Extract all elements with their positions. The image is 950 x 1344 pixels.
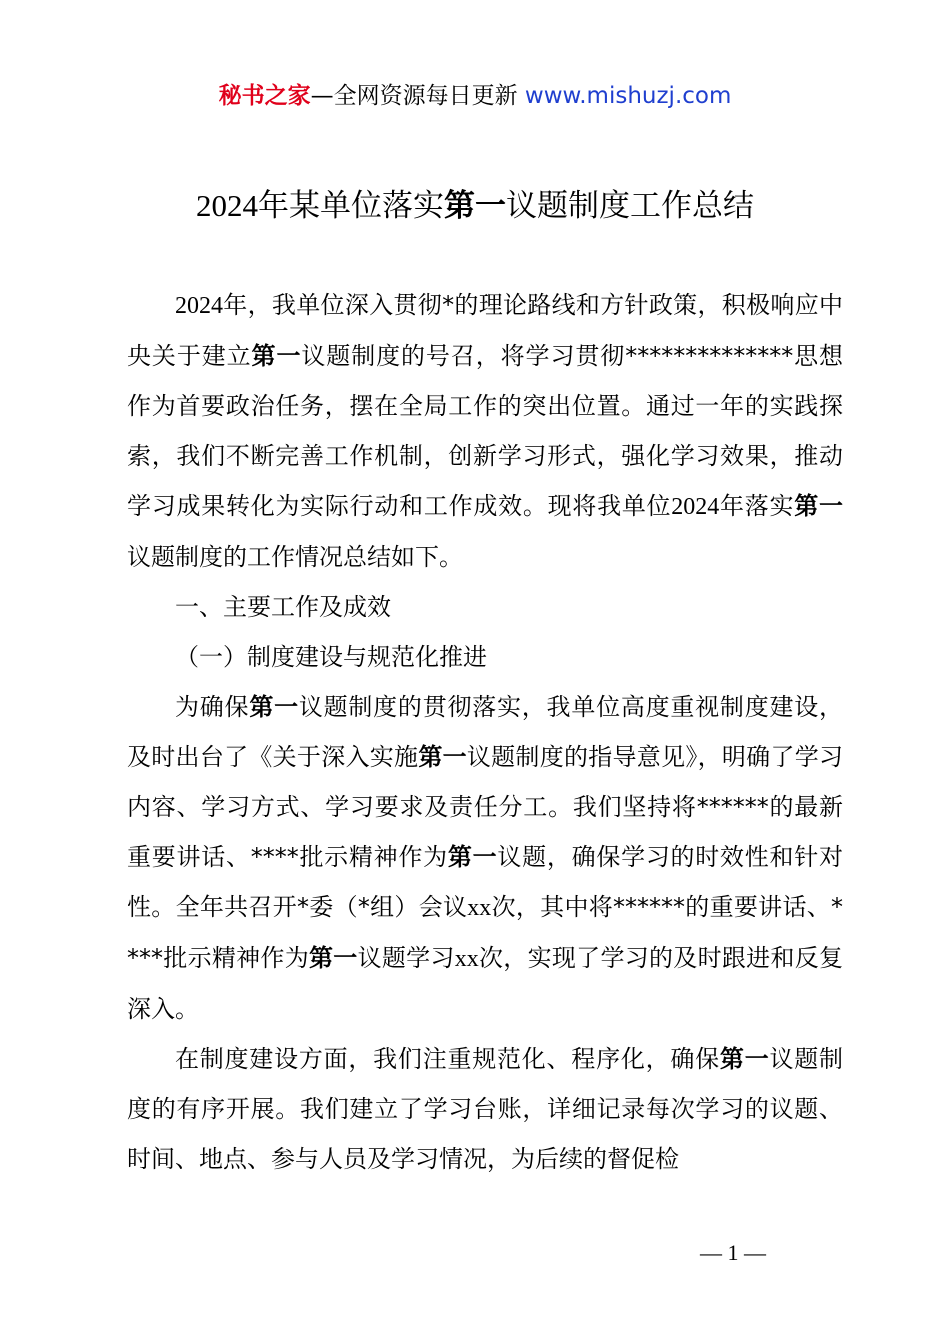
document-body (127, 280, 843, 1184)
title-part-b: 议题制度工作总结 (506, 188, 754, 224)
title-keyword: 第一 (444, 188, 506, 224)
p2-keyword-3: 第一 (447, 843, 498, 871)
paragraph-system-building (127, 682, 843, 1034)
p3-keyword-1: 第一 (719, 1045, 770, 1073)
document-title (0, 184, 950, 228)
title-part-a: 年某单位落实 (258, 188, 444, 224)
intro-keyword-2: 第一 (794, 492, 844, 520)
intro-text-c: 年落实 (719, 492, 795, 520)
p2-keyword-4: 第一 (309, 944, 358, 972)
intro-year: 2024 (175, 293, 223, 319)
site-brand: 秘书之家 (218, 83, 311, 109)
intro-text-a: 年，我单位深入贯彻*的理论路线和方针政策，积极响应中央关于建立 (127, 291, 843, 370)
paragraph-standardization (127, 1034, 843, 1184)
site-header (0, 80, 950, 112)
page-number: — 1 — (700, 1240, 766, 1265)
p2-count-2: xx (454, 946, 479, 972)
section-heading-1: 一、主要工作及成效 (175, 593, 391, 621)
p2-text-a: 为确保 (175, 693, 250, 721)
site-url-link[interactable]: www.mishuzj.com (524, 83, 732, 109)
p2-keyword-1: 第一 (249, 693, 299, 721)
p2-text-f: 议题学习 (357, 944, 455, 972)
title-year: 2024 (196, 188, 258, 223)
p2-text-g: 次，实现了学习的及时跟进和反复深入。 (127, 944, 844, 1023)
site-tagline: —全网资源每日更新 (310, 83, 525, 109)
p2-text-b: 议题制度的贯彻落实，我单位高度重视制度建设，及时出台了《关于深入实施 (127, 693, 844, 771)
p3-text-a: 在制度建设方面，我们注重规范化、程序化，确保 (175, 1045, 720, 1073)
intro-keyword-1: 第一 (251, 342, 302, 370)
p3-text-b: 议题制度的有序开展。我们建立了学习台账，详细记录每次学习的议题、时间、地点、参与人员及学习情况，为后续的督促检 (127, 1045, 844, 1173)
p2-text-e: 次，其中将******的重要讲话、****批示精神作为 (127, 893, 844, 972)
p2-count-1: xx (467, 895, 492, 921)
intro-text-d: 议题制度的工作情况总结如下。 (127, 543, 463, 571)
subsection-heading-1: （一）制度建设与规范化推进 (175, 643, 487, 671)
p2-text-c: 议题制度的指导意见》，明确了学习内容、学习方式、学习要求及责任分工。我们坚持将******的最新重要讲话、****批示精神作为 (127, 743, 844, 871)
paragraph-intro (127, 280, 843, 582)
intro-text-b: 议题制度的号召，将学习贯彻**************思想作为首要政治任务，摆在全局工作的突出位置。通过一年的实践探索，我们不断完善工作机制，创新学习形式，强化学习效果，推动学习成果转化为实际行动和工作成效。现将我单位 (127, 342, 844, 520)
p2-text-d: 议题，确保学习的时效性和针对性。全年共召开*委（*组）会议 (127, 843, 844, 921)
intro-year-2: 2024 (671, 494, 720, 520)
p2-keyword-2: 第一 (418, 743, 467, 771)
